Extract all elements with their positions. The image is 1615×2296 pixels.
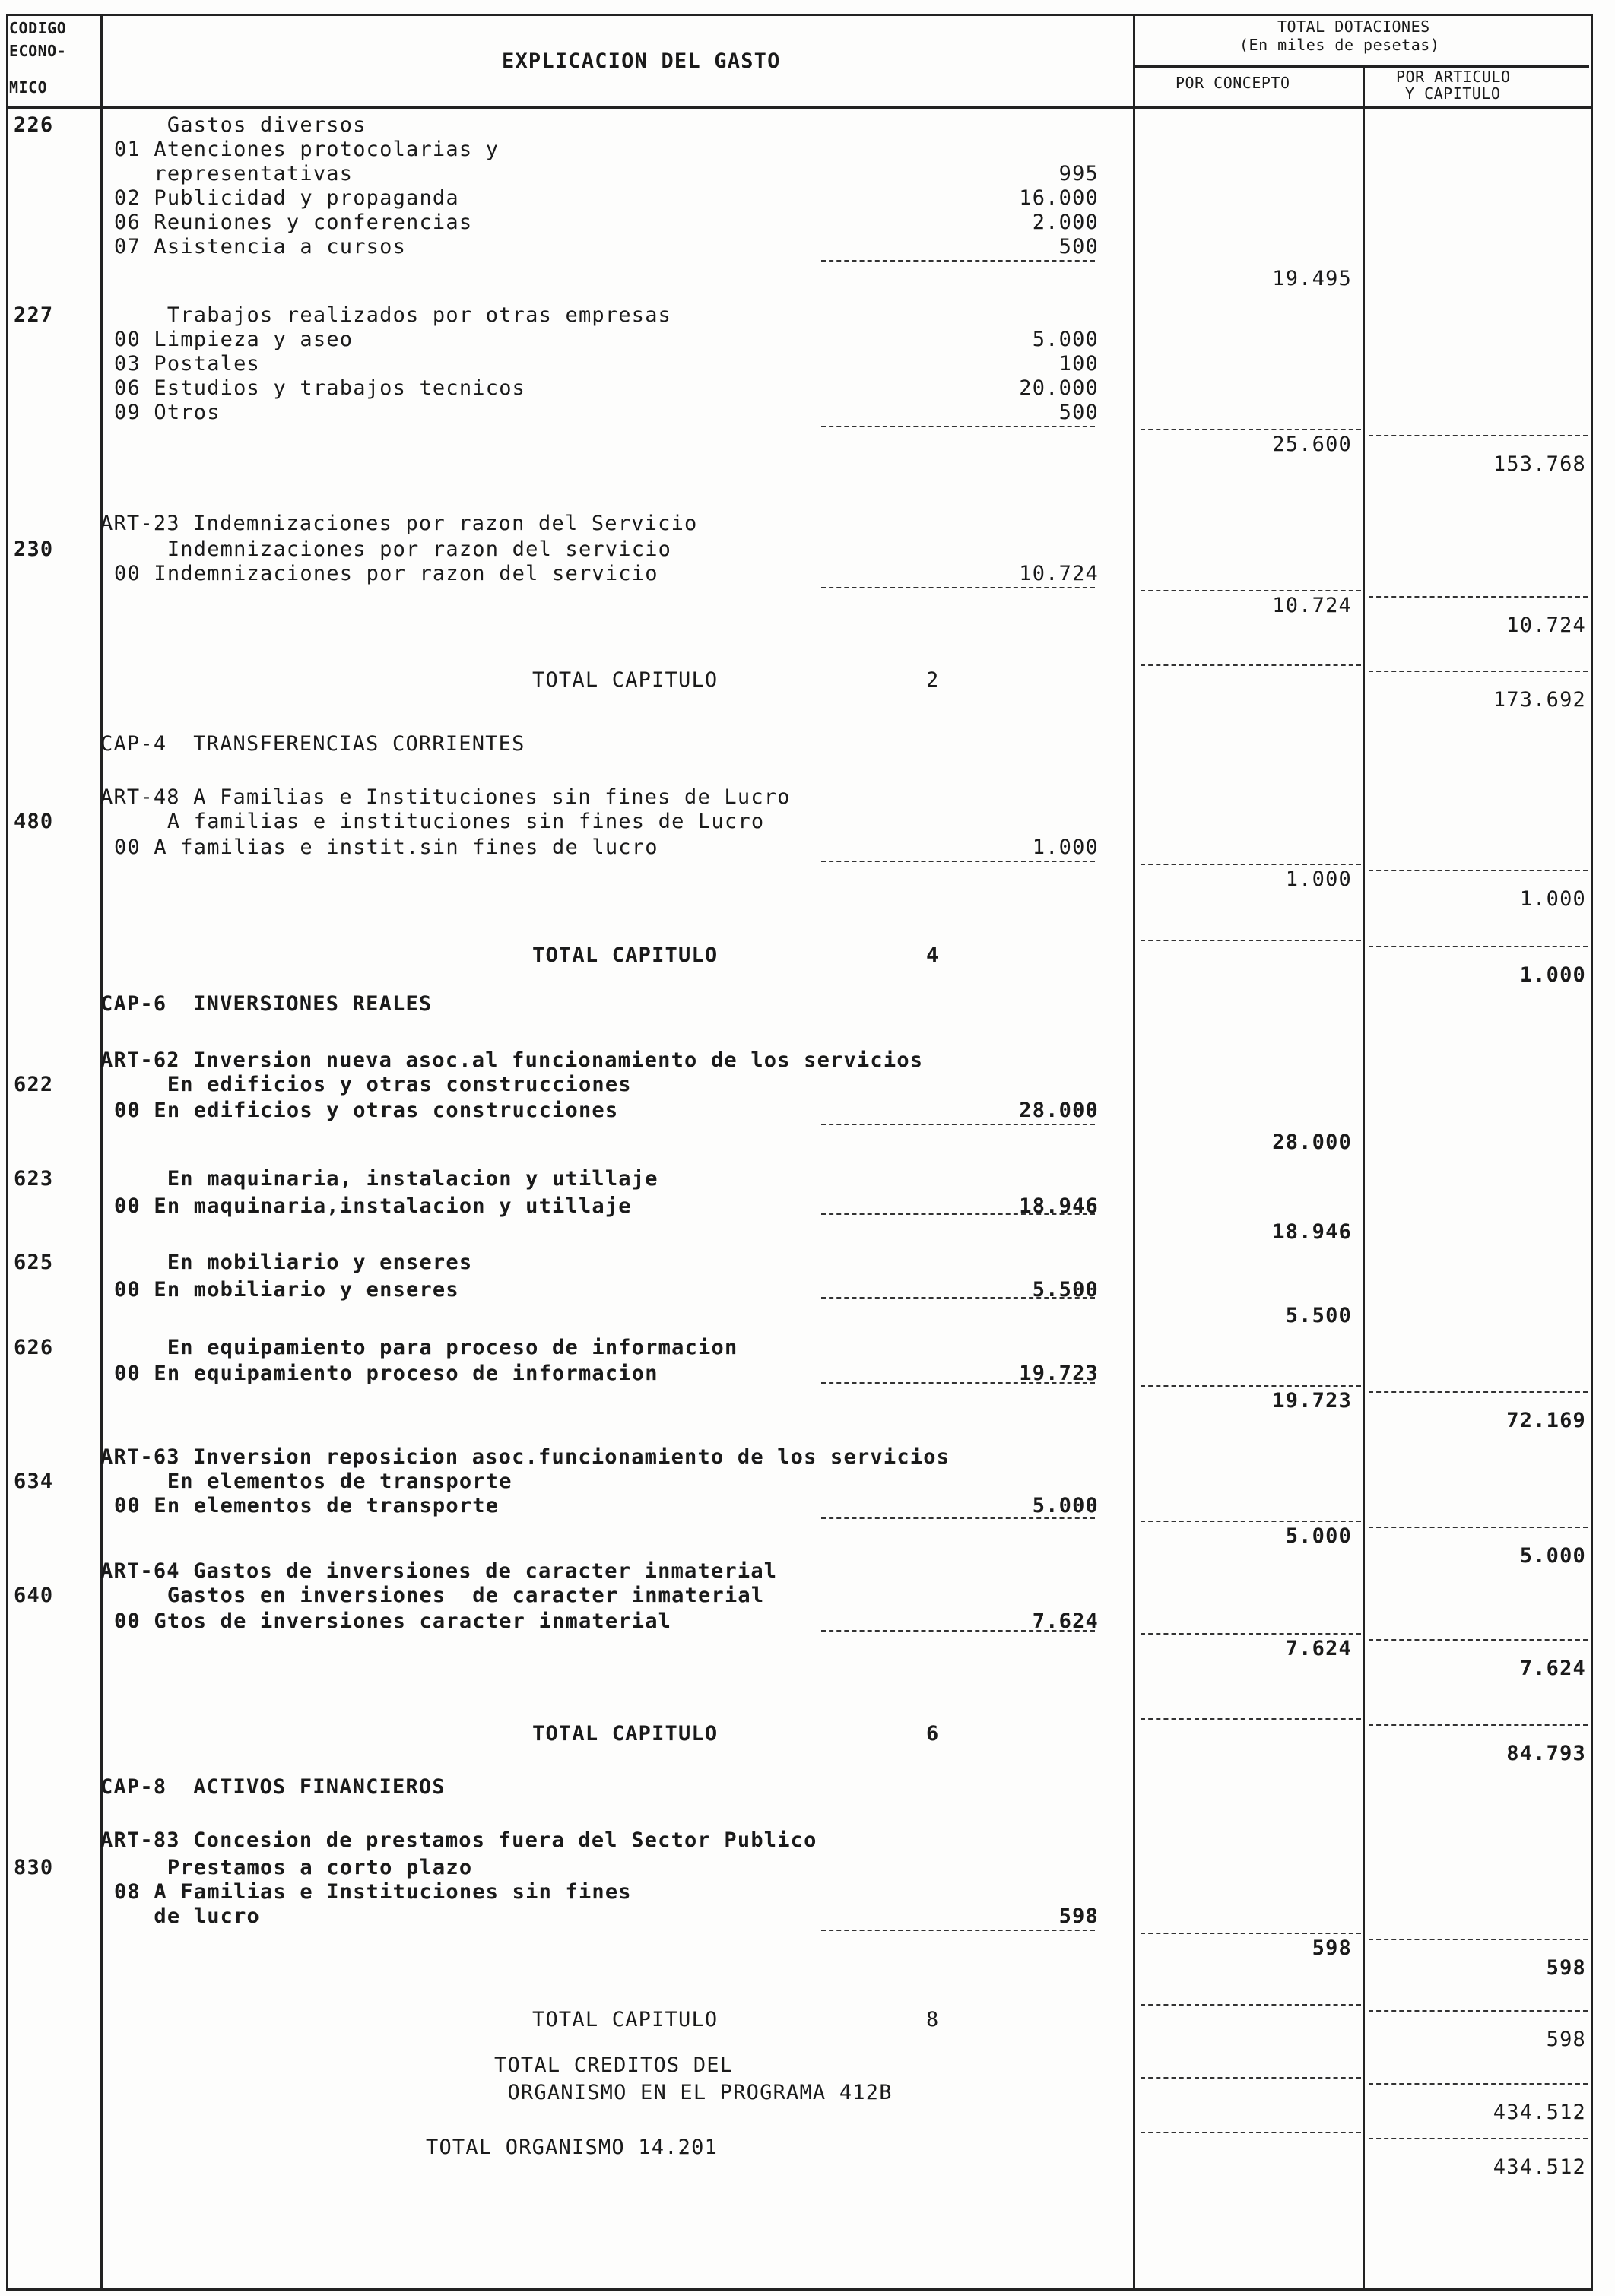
total-rule: [1369, 596, 1588, 598]
expense-description: 02 Publicidad y propaganda: [114, 186, 459, 210]
articulo-total: 5.000: [1519, 1544, 1586, 1568]
subtotal-rule: [821, 861, 1095, 862]
line-amount: 19.723: [1019, 1362, 1099, 1385]
economic-code: 480: [14, 810, 54, 833]
header-codigo-1: CODIGO: [9, 19, 67, 37]
header-por-concepto: POR CONCEPTO: [1176, 74, 1290, 92]
expense-description: ART-63 Inversion reposicion asoc.funcionamiento de los servicios: [100, 1445, 950, 1469]
chapter-number: 4: [926, 943, 940, 967]
total-rule: [1141, 664, 1361, 666]
expense-description: En edificios y otras construcciones: [114, 1073, 632, 1096]
line-amount: 500: [1058, 235, 1099, 258]
frame-bottom: [6, 2288, 1593, 2291]
header-rule: [6, 106, 1593, 109]
concepto-total: 28.000: [1272, 1131, 1352, 1154]
articulo-total: 7.624: [1519, 1657, 1586, 1680]
total-rule: [1141, 429, 1361, 430]
total-rule: [1141, 2132, 1361, 2133]
expense-description: 07 Asistencia a cursos: [114, 235, 407, 258]
column-rule-concepto: [1363, 67, 1365, 2290]
concepto-total: 19.723: [1272, 1389, 1352, 1413]
column-rule-desc: [1133, 14, 1135, 2290]
line-amount: 10.724: [1019, 562, 1099, 585]
expense-description: TOTAL CAPITULO: [532, 943, 719, 967]
expense-description: En mobiliario y enseres: [114, 1251, 473, 1274]
expense-description: 00 A familias e instit.sin fines de lucro: [114, 836, 658, 859]
subtotal-rule: [821, 1382, 1095, 1384]
expense-description: 00 En equipamiento proceso de informacion: [114, 1362, 658, 1385]
concepto-total: 18.946: [1272, 1220, 1352, 1244]
line-amount: 5.000: [1032, 328, 1099, 351]
subtotal-rule: [821, 1630, 1095, 1632]
economic-code: 640: [14, 1584, 54, 1607]
line-amount: 7.624: [1032, 1609, 1099, 1633]
line-amount: 2.000: [1032, 211, 1099, 234]
economic-code: 626: [14, 1336, 54, 1359]
expense-description: Gastos diversos: [114, 113, 366, 137]
chapter-number: 2: [926, 668, 940, 692]
header-por-articulo-2: Y CAPITULO: [1405, 84, 1501, 103]
frame-right: [1591, 14, 1593, 2290]
subtotal-rule: [821, 1297, 1095, 1299]
articulo-total: 434.512: [1493, 2155, 1586, 2179]
expense-description: En maquinaria, instalacion y utillaje: [114, 1167, 658, 1191]
total-rule: [1369, 2138, 1588, 2139]
header-por-articulo-1: POR ARTICULO: [1396, 68, 1511, 86]
articulo-total: 434.512: [1493, 2101, 1586, 2124]
economic-code: 230: [14, 538, 54, 561]
line-amount: 500: [1058, 401, 1099, 424]
expense-description: Trabajos realizados por otras empresas: [114, 303, 672, 327]
expense-description: 00 Indemnizaciones por razon del servicio: [114, 562, 658, 585]
expense-description: TOTAL ORGANISMO 14.201: [426, 2136, 719, 2159]
articulo-total: 10.724: [1506, 614, 1586, 637]
line-amount: 16.000: [1019, 186, 1099, 210]
concepto-total: 7.624: [1285, 1637, 1352, 1660]
frame-left: [6, 14, 8, 2290]
header-subrule: [1133, 65, 1589, 68]
economic-code: 634: [14, 1470, 54, 1493]
total-rule: [1369, 1639, 1588, 1641]
subtotal-rule: [821, 1124, 1095, 1125]
header-codigo-3: MICO: [9, 78, 48, 97]
concepto-total: 19.495: [1272, 267, 1352, 290]
expense-description: CAP-8 ACTIVOS FINANCIEROS: [100, 1775, 446, 1799]
expense-description: ART-62 Inversion nueva asoc.al funcionamiento de los servicios: [100, 1048, 924, 1072]
total-rule: [1369, 1939, 1588, 1940]
line-amount: 1.000: [1032, 836, 1099, 859]
concepto-total: 25.600: [1272, 433, 1352, 456]
expense-description: ART-23 Indemnizaciones por razon del Servicio: [100, 512, 698, 535]
articulo-total: 598: [1546, 2028, 1586, 2051]
expense-description: ART-83 Concesion de prestamos fuera del Sector Publico: [100, 1828, 817, 1852]
total-rule: [1369, 1527, 1588, 1528]
articulo-total: 1.000: [1519, 963, 1586, 987]
line-amount: 28.000: [1019, 1099, 1099, 1122]
total-rule: [1141, 2077, 1361, 2079]
header-codigo-2: ECONO-: [9, 42, 67, 60]
expense-description: Prestamos a corto plazo: [114, 1856, 473, 1879]
line-amount: 100: [1058, 352, 1099, 376]
expense-description: CAP-4 TRANSFERENCIAS CORRIENTES: [100, 732, 525, 756]
expense-description: 00 En edificios y otras construcciones: [114, 1099, 619, 1122]
total-rule: [1141, 1521, 1361, 1522]
line-amount: 18.946: [1019, 1194, 1099, 1218]
total-rule: [1141, 1385, 1361, 1387]
total-rule: [1369, 870, 1588, 871]
expense-description: 08 A Familias e Instituciones sin fines: [114, 1880, 632, 1904]
expense-description: ART-48 A Familias e Instituciones sin fines de Lucro: [100, 785, 791, 809]
column-rule-code: [100, 14, 103, 2290]
expense-description: 06 Estudios y trabajos tecnicos: [114, 376, 526, 400]
subtotal-rule: [821, 426, 1095, 427]
subtotal-rule: [821, 587, 1095, 588]
expense-description: 00 En mobiliario y enseres: [114, 1278, 459, 1302]
expense-description: TOTAL CAPITULO: [532, 668, 719, 692]
expense-description: CAP-6 INVERSIONES REALES: [100, 992, 433, 1016]
expense-description: 00 En maquinaria,instalacion y utillaje: [114, 1194, 632, 1218]
frame-top: [6, 14, 1593, 16]
expense-description: 09 Otros: [114, 401, 221, 424]
expense-description: En elementos de transporte: [114, 1470, 512, 1493]
concepto-total: 10.724: [1272, 594, 1352, 617]
articulo-total: 84.793: [1506, 1742, 1586, 1765]
concepto-total: 5.500: [1285, 1304, 1352, 1327]
total-rule: [1369, 946, 1588, 947]
total-rule: [1141, 2004, 1361, 2006]
total-rule: [1141, 1718, 1361, 1720]
subtotal-rule: [821, 260, 1095, 262]
total-rule: [1369, 1391, 1588, 1393]
expense-description: 00 Gtos de inversiones caracter inmaterial: [114, 1609, 672, 1633]
economic-code: 623: [14, 1167, 54, 1191]
chapter-number: 6: [926, 1722, 940, 1746]
articulo-total: 1.000: [1519, 887, 1586, 911]
total-rule: [1369, 671, 1588, 672]
expense-description: representativas: [114, 162, 354, 186]
expense-description: 00 Limpieza y aseo: [114, 328, 354, 351]
articulo-total: 173.692: [1493, 688, 1586, 712]
articulo-total: 153.768: [1493, 452, 1586, 476]
expense-description: Indemnizaciones por razon del servicio: [114, 538, 672, 561]
total-rule: [1369, 435, 1588, 436]
economic-code: 830: [14, 1856, 54, 1879]
expense-description: TOTAL CAPITULO: [532, 1722, 719, 1746]
line-amount: 5.500: [1032, 1278, 1099, 1302]
expense-description: A familias e instituciones sin fines de Lucro: [114, 810, 765, 833]
expense-description: 06 Reuniones y conferencias: [114, 211, 473, 234]
subtotal-rule: [821, 1517, 1095, 1519]
expense-description: TOTAL CAPITULO: [532, 2008, 719, 2031]
total-rule: [1369, 2010, 1588, 2012]
expense-description: ORGANISMO EN EL PROGRAMA 412B: [494, 2081, 893, 2104]
concepto-total: 5.000: [1285, 1524, 1352, 1548]
economic-code: 227: [14, 303, 54, 327]
chapter-number: 8: [926, 2008, 940, 2031]
articulo-total: 72.169: [1506, 1409, 1586, 1432]
expense-description: En equipamiento para proceso de informacion: [114, 1336, 738, 1359]
line-amount: 20.000: [1019, 376, 1099, 400]
header-totals-2: (En miles de pesetas): [1239, 36, 1440, 54]
expense-description: 00 En elementos de transporte: [114, 1494, 500, 1517]
line-amount: 598: [1058, 1904, 1099, 1928]
concepto-total: 1.000: [1285, 867, 1352, 891]
economic-code: 226: [14, 113, 54, 137]
header-totals-1: TOTAL DOTACIONES: [1277, 17, 1430, 36]
expense-description: TOTAL CREDITOS DEL: [494, 2053, 734, 2077]
total-rule: [1141, 1933, 1361, 1934]
line-amount: 995: [1058, 162, 1099, 186]
subtotal-rule: [821, 1930, 1095, 1931]
header-title: EXPLICACION DEL GASTO: [502, 49, 781, 73]
total-rule: [1141, 1633, 1361, 1635]
articulo-total: 598: [1546, 1956, 1586, 1980]
total-rule: [1369, 2083, 1588, 2085]
total-rule: [1141, 864, 1361, 865]
expense-description: Gastos en inversiones de caracter inmaterial: [114, 1584, 765, 1607]
total-rule: [1141, 590, 1361, 591]
expense-description: 01 Atenciones protocolarias y: [114, 138, 500, 161]
total-rule: [1369, 1724, 1588, 1726]
economic-code: 625: [14, 1251, 54, 1274]
line-amount: 5.000: [1032, 1494, 1099, 1517]
total-rule: [1141, 940, 1361, 941]
expense-description: ART-64 Gastos de inversiones de caracter inmaterial: [100, 1559, 778, 1583]
concepto-total: 598: [1312, 1936, 1352, 1960]
economic-code: 622: [14, 1073, 54, 1096]
expense-description: de lucro: [114, 1904, 261, 1928]
subtotal-rule: [821, 1213, 1095, 1215]
expense-description: 03 Postales: [114, 352, 261, 376]
